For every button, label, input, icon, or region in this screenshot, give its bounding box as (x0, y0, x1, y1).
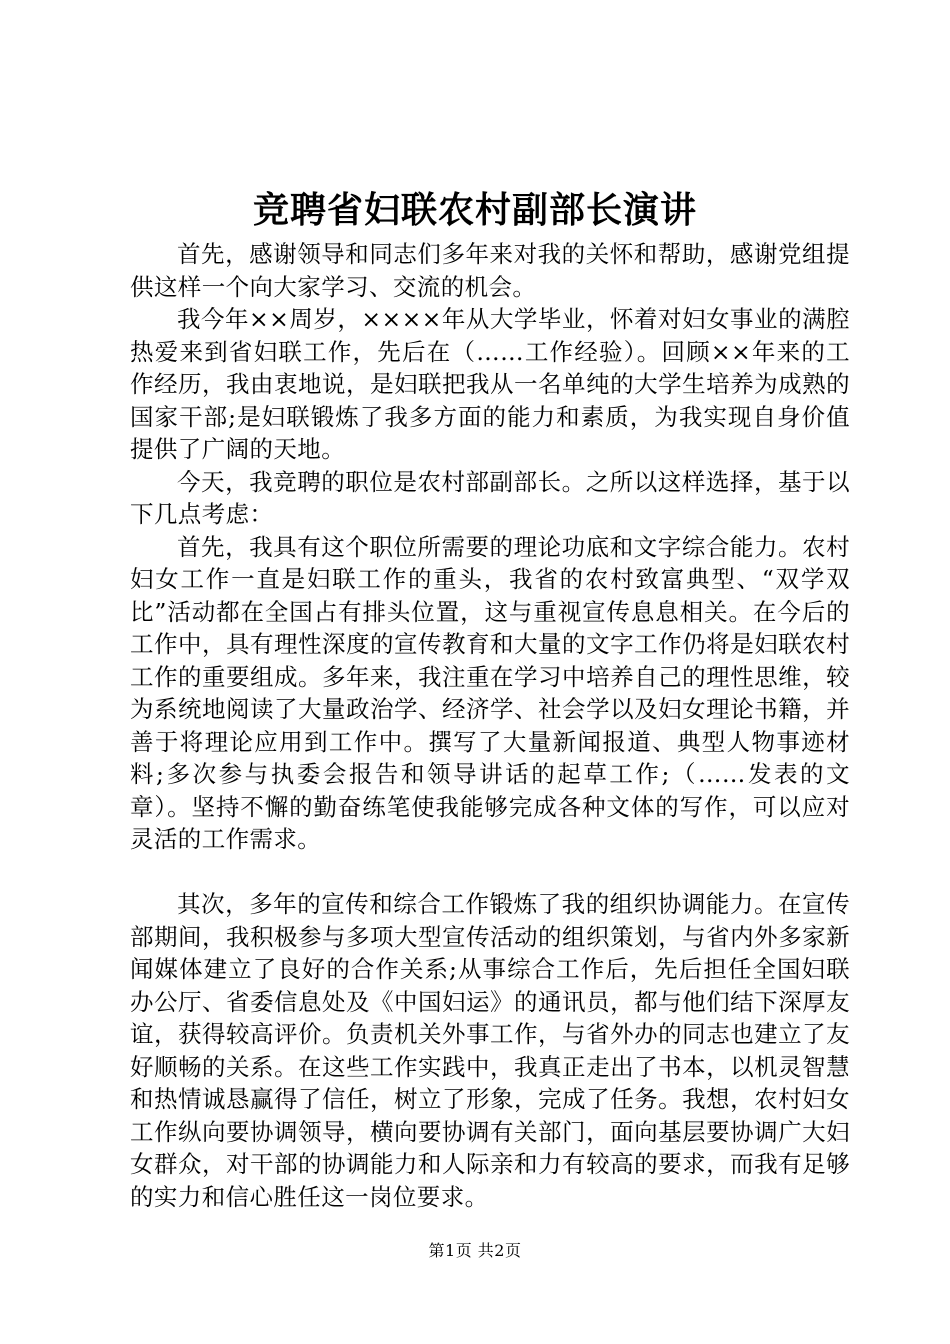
document-body (130, 238, 850, 1213)
paragraph-first-reason: 首先，我具有这个职位所需要的理论功底和文字综合能力。农村妇女工作一直是妇联工作的重头，我省的农村致富典型、“双学双比”活动都在全国占有排头位置，这与重视宣传息息相关。在今后的工作中，具有理性深度的宣传教育和大量的文字工作仍将是妇联农村工作的重要组成。多年来，我注重在学习中培养自己的理性思维，较为系统地阅读了大量政治学、经济学、社会学以及妇女理论书籍，并善于将理论应用到工作中。撰写了大量新闻报道、典型人物事迹材料;多次参与执委会报告和领导讲话的起草工作;（……发表的文章）。坚持不懈的勤奋练笔使我能够完成各种文体的写作，可以应对灵活的工作需求。 (130, 532, 850, 853)
paragraph-position: 今天，我竞聘的职位是农村部副部长。之所以这样选择，基于以下几点考虑： (130, 467, 850, 528)
paragraph-greeting: 首先，感谢领导和同志们多年来对我的关怀和帮助，感谢党组提供这样一个向大家学习、交流的机会。 (130, 240, 850, 301)
paragraph-second-reason: 其次，多年的宣传和综合工作锻炼了我的组织协调能力。在宣传部期间，我积极参与多项大型宣传活动的组织策划，与省内外多家新闻媒体建立了良好的合作关系;从事综合工作后，先后担任全国妇联办公厅、省委信息处及《中国妇运》的通讯员，都与他们结下深厚友谊，获得较高评价。负责机关外事工作，与省外办的同志也建立了友好顺畅的关系。在这些工作实践中，我真正走出了书本，以机灵智慧和热情诚恳赢得了信任，树立了形象，完成了任务。我想，农村妇女工作纵向要协调领导，横向要协调有关部门，面向基层要协调广大妇女群众，对干部的协调能力和人际亲和力有较高的要求，而我有足够的实力和信心胜任这一岗位要求。 (130, 890, 850, 1211)
paragraph-background: 我今年××周岁，××××年从大学毕业，怀着对妇女事业的满腔热爱来到省妇联工作，先后在（……工作经验）。回顾××年来的工作经历，我由衷地说，是妇联把我从一名单纯的大学生培养为成熟的国家干部;是妇联锻炼了我多方面的能力和素质，为我实现自身价值提供了广阔的天地。 (130, 305, 850, 463)
document-title: 竞聘省妇联农村副部长演讲 (252, 189, 697, 231)
page-footer: 第1页 共2页 (428, 1241, 522, 1260)
